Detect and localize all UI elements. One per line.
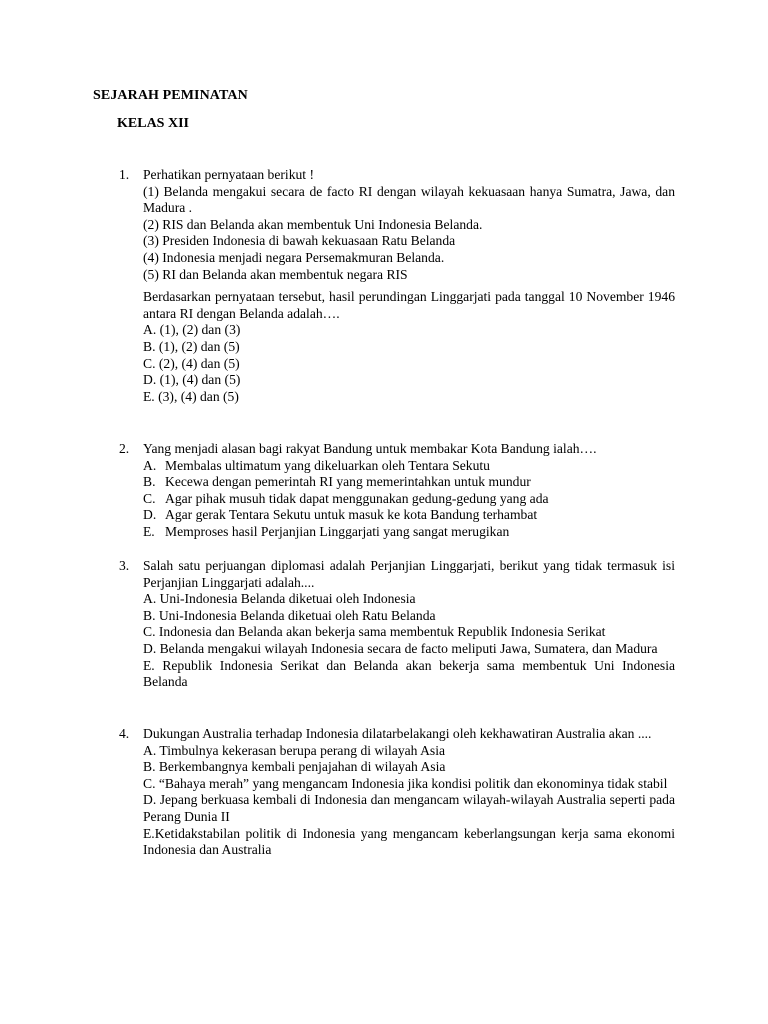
answer-option [143,474,675,491]
option-label: A. [143,457,157,473]
answer-option: C. Indonesia dan Belanda akan bekerja sama membentuk Republik Indonesia Serikat [143,624,606,640]
question-text: Dukungan Australia terhadap Indonesia dilatarbelakangi oleh kekhawatiran Australia akan .... [143,726,652,741]
question-text: Berdasarkan pernyataan tersebut, hasil perundingan Linggarjati pada tanggal 10 November 1946 antara RI dengan Belanda adalah…. [143,289,675,321]
question-text: Salah satu perjuangan diplomasi adalah Perjanjian Linggarjati, berikut yang tidak termasuk isi Perjanjian Linggarjati adalah.... [143,558,675,590]
answer-option [143,458,675,475]
option-text: Memproses hasil Perjanjian Linggarjati yang sangat merugikan [165,523,510,539]
answer-option: E. (3), (4) dan (5) [143,388,239,404]
answer-option: A. Timbulnya kekerasan berupa perang di wilayah Asia [143,742,446,758]
answer-option: C. (2), (4) dan (5) [143,355,240,371]
statement: (5) RI dan Belanda akan membentuk negara RIS [143,266,408,282]
answer-option: E. Republik Indonesia Serikat dan Belanda akan bekerja sama membentuk Uni Indonesia Belanda [143,657,675,690]
question-number: 3. [119,558,130,573]
option-label: B. [143,474,156,490]
option-text: Agar pihak musuh tidak dapat menggunakan gedung-gedung yang ada [165,490,549,506]
answer-option: A. Uni-Indonesia Belanda diketuai oleh Indonesia [143,591,416,607]
answer-option: B. Berkembangnya kembali penjajahan di wilayah Asia [143,759,446,775]
statement: (1) Belanda mengakui secara de facto RI dengan wilayah kekuasaan hanya Sumatra, Jawa, dan Madura . [143,183,675,216]
answer-option: C. “Bahaya merah” yang mengancam Indonesia jika kondisi politik dan ekonominya tidak stabil [143,775,668,791]
question-number: 1. [119,167,130,182]
question-prompt: Perhatikan pernyataan berikut ! [143,167,314,182]
answer-option: D. Belanda mengakui wilayah Indonesia secara de facto meliputi Jawa, Sumatera, dan Madura [143,640,658,656]
option-text: Kecewa dengan pemerintah RI yang memerintahkan untuk mundur [165,474,531,490]
question-number: 2. [119,441,130,456]
option-text: Agar gerak Tentara Sekutu untuk masuk ke kota Bandung terhambat [165,507,538,523]
option-label: D. [143,507,157,523]
question-text: Yang menjadi alasan bagi rakyat Bandung untuk membakar Kota Bandung ialah…. [143,441,597,456]
question-2 [119,441,675,541]
statement: (4) Indonesia menjadi negara Persemakmuran Belanda. [143,249,445,265]
question-3 [119,558,675,691]
answer-option [143,507,675,524]
answer-option [143,491,675,508]
answer-option [143,524,675,541]
option-label: C. [143,490,156,506]
question-1 [119,167,675,405]
answer-option: B. Uni-Indonesia Belanda diketuai oleh Ratu Belanda [143,607,436,623]
answer-option: B. (1), (2) dan (5) [143,338,240,354]
option-text: Membalas ultimatum yang dikeluarkan oleh Tentara Sekutu [165,457,490,473]
question-4 [119,726,675,859]
document-title: SEJARAH PEMINATAN [93,88,248,103]
answer-option: E.Ketidakstabilan politik di Indonesia yang mengancam keberlangsungan kerja sama ekonomi Indonesia dan Australia [143,825,675,858]
answer-option: D. Jepang berkuasa kembali di Indonesia dan mengancam wilayah-wilayah Australia seperti pada Perang Dunia II [143,792,675,824]
statement: (2) RIS dan Belanda akan membentuk Uni Indonesia Belanda. [143,216,483,232]
answer-option: A. (1), (2) dan (3) [143,322,241,338]
statement: (3) Presiden Indonesia di bawah kekuasaan Ratu Belanda [143,233,456,249]
class-label: KELAS XII [117,116,189,131]
question-number: 4. [119,726,130,741]
answer-option: D. (1), (4) dan (5) [143,372,241,388]
option-label: E. [143,523,155,539]
